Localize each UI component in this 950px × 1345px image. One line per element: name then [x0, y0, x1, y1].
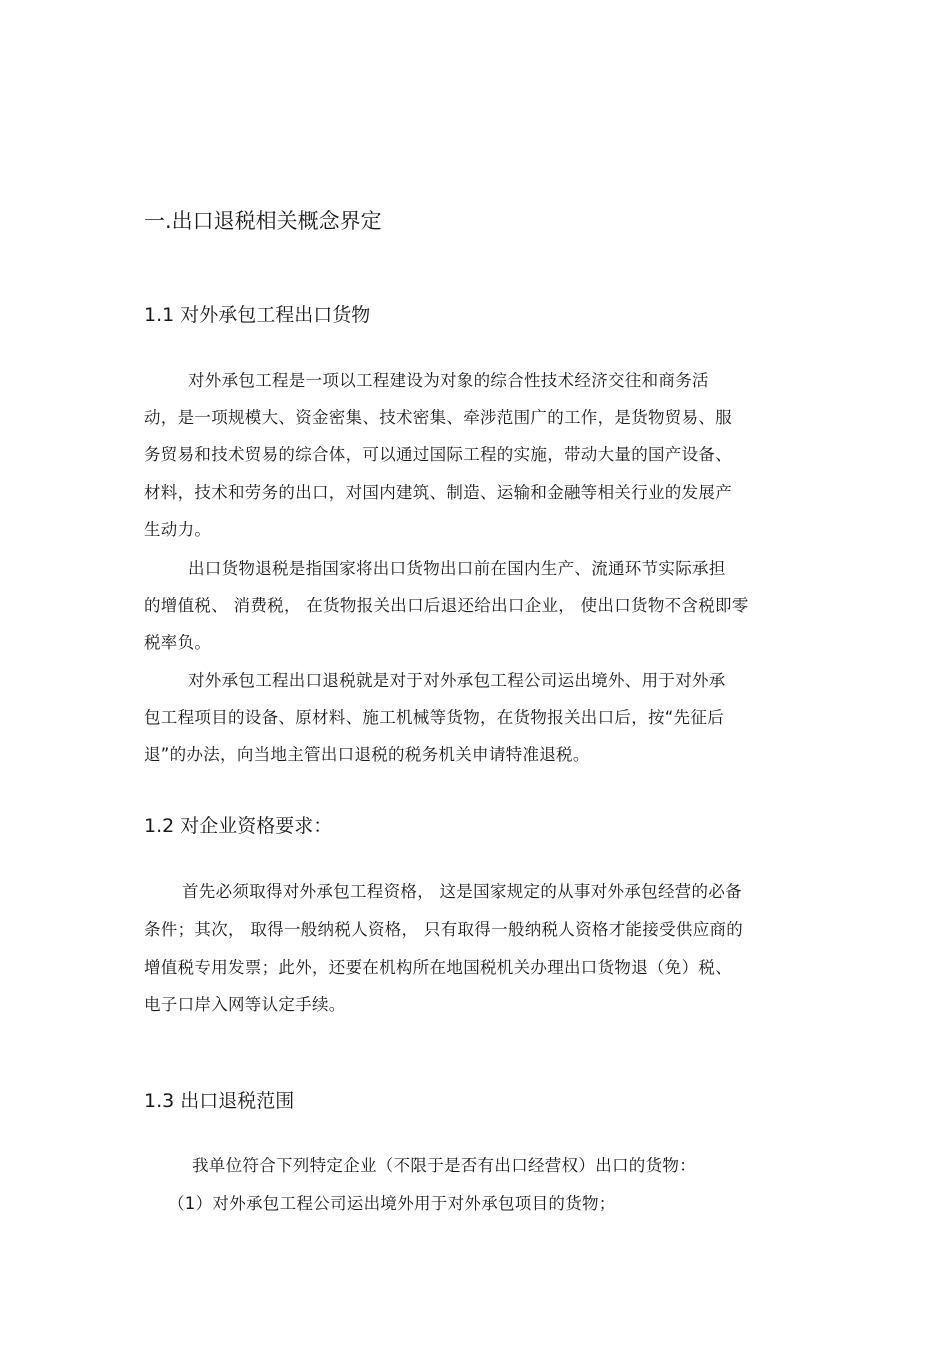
text-line: 条件；其次， 取得一般纳税人资格， 只有取得一般纳税人资格才能接受供应商的 [144, 920, 744, 939]
text-line: 我单位符合下列特定企业（不限于是否有出口经营权）出口的货物： [192, 1156, 696, 1175]
text-line: 材料，技术和劳务的出口，对国内建筑、制造、运输和金融等相关行业的发展产 [144, 483, 732, 502]
text-line: 包工程项目的设备、原材料、施工机械等货物，在货物报关出口后，按“先征后 [144, 708, 725, 727]
text-line: 首先必须取得对外承包工程资格， 这是国家规定的从事对外承包经营的必备 [182, 882, 742, 901]
section-heading-1-2: 1.2 对企业资格要求： [144, 815, 333, 837]
text-line: 对外承包工程出口退税就是对于对外承包工程公司运出境外、用于对外承 [188, 671, 726, 690]
text-line: 务贸易和技术贸易的综合体，可以通过国际工程的实施，带动大量的国产设备、 [144, 445, 732, 464]
section-heading-1-3: 1.3 出口退税范围 [144, 1090, 295, 1112]
text-line: 退”的办法，向当地主管出口退税的税务机关申请特准退税。 [144, 745, 590, 764]
text-line: 对外承包工程是一项以工程建设为对象的综合性技术经济交往和商务活 [188, 371, 709, 390]
text-line: 增值税专用发票；此外，还要在机构所在地国税机关办理出口货物退（免）税、 [144, 958, 732, 977]
section-heading-1-1: 1.1 对外承包工程出口货物 [144, 304, 371, 326]
text-line: 电子口岸入网等认定手续。 [144, 995, 346, 1014]
text-line: 出口货物退税是指国家将出口货物出口前在国内生产、流通环节实际承担 [188, 559, 726, 578]
list-item: （1）对外承包工程公司运出境外用于对外承包项目的货物； [168, 1194, 616, 1213]
document-title: 一.出口退税相关概念界定 [144, 209, 382, 233]
text-line: 税率负。 [144, 633, 212, 652]
text-line: 动，是一项规模大、资金密集、技术密集、牵涉范围广的工作，是货物贸易、服 [144, 408, 732, 427]
text-line: 的增值税、 消费税， 在货物报关出口后退还给出口企业， 使出口货物不含税即零 [144, 596, 749, 615]
text-line: 生动力。 [144, 520, 212, 539]
